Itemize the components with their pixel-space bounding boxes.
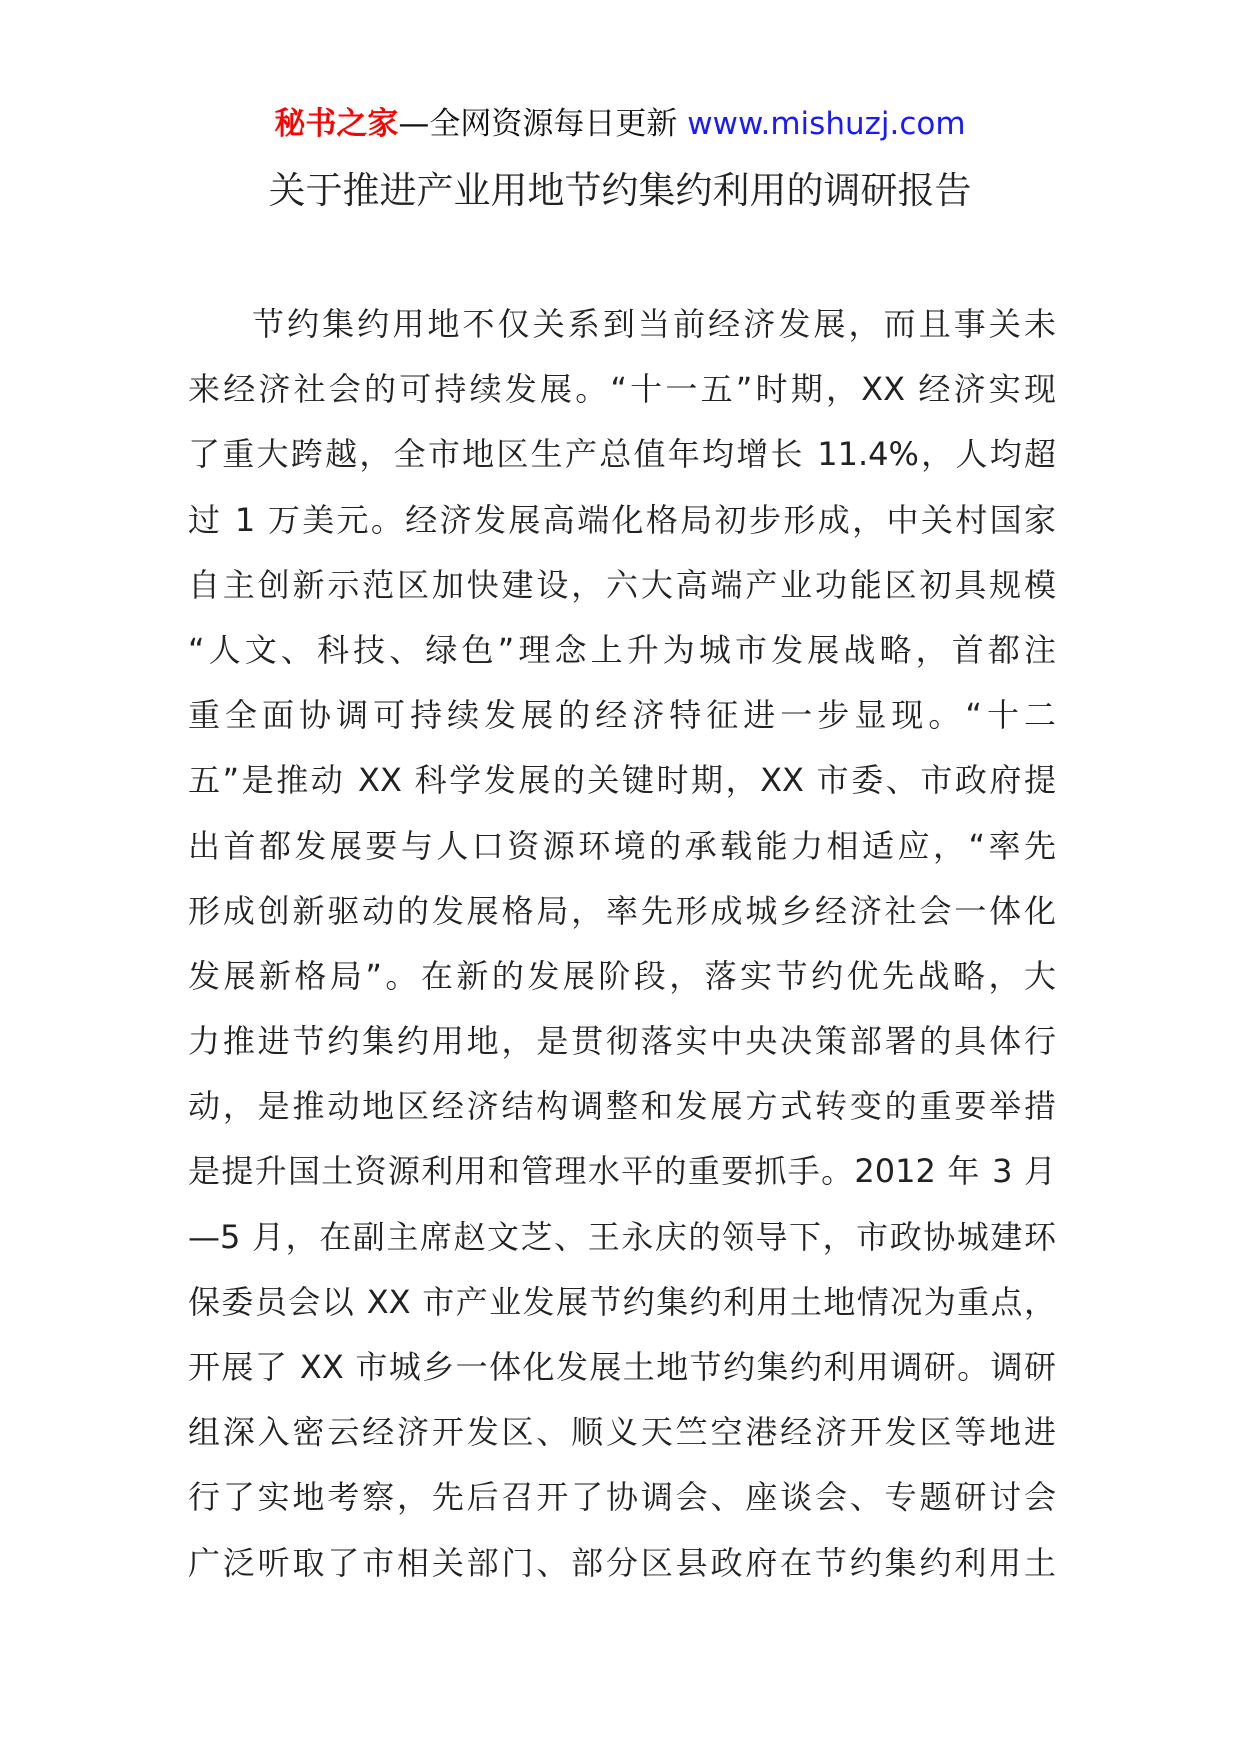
text-line: 形成创新驱动的发展格局，率先形成城乡经济社会一体化 [188,891,1056,930]
text-line: 是提升国土资源利用和管理水平的重要抓手。2012 年 3 月 [188,1152,1056,1191]
text-line: 过 1 万美元。经济发展高端化格局初步形成，中关村国家 [188,500,1056,539]
text-line: 了重大跨越，全市地区生产总值年均增长 11.4%，人均超 [188,435,1056,474]
text-line: 动，是推动地区经济结构调整和发展方式转变的重要举措 [188,1087,1056,1126]
text-line: 发展新格局”。在新的发展阶段，落实节约优先战略，大 [188,956,1056,995]
text-line: 五”是推动 XX 科学发展的关键时期，XX 市委、市政府提 [188,761,1056,800]
text-line: 出首都发展要与人口资源环境的承载能力相适应，“率先 [188,826,1056,865]
text-line: 自主创新示范区加快建设，六大高端产业功能区初具规模 [188,565,1056,604]
text-line: 组深入密云经济开发区、顺义天竺空港经济开发区等地进 [188,1413,1056,1452]
site-url-link[interactable]: www.mishuzj.com [687,106,966,142]
site-header [0,100,1240,148]
text-line: 行了实地考察，先后召开了协调会、座谈会、专题研讨会 [188,1478,1056,1517]
text-line: 保委员会以 XX 市产业发展节约集约利用土地情况为重点， [188,1282,1056,1321]
document-title: 关于推进产业用地节约集约利用的调研报告 [268,169,972,212]
brand-name: 秘书之家 [274,106,399,142]
text-line: “人文、科技、绿色”理念上升为城市发展战略，首都注 [188,630,1056,669]
text-line: —5 月，在副主席赵文芝、王永庆的领导下，市政协城建环 [188,1217,1056,1256]
header-tagline: —全网资源每日更新 [398,106,688,142]
text-line: 力推进节约集约用地，是贯彻落实中央决策部署的具体行 [188,1022,1056,1061]
body-paragraph [188,292,1056,1596]
text-line: 广泛听取了市相关部门、部分区县政府在节约集约利用土 [188,1543,1056,1582]
text-line: 节约集约用地不仅关系到当前经济发展，而且事关未 [252,305,1056,343]
text-line: 开展了 XX 市城乡一体化发展土地节约集约利用调研。调研 [188,1348,1056,1386]
text-line: 来经济社会的可持续发展。“十一五”时期，XX 经济实现 [188,370,1056,409]
text-line: 重全面协调可持续发展的经济特征进一步显现。“十二 [188,696,1056,735]
